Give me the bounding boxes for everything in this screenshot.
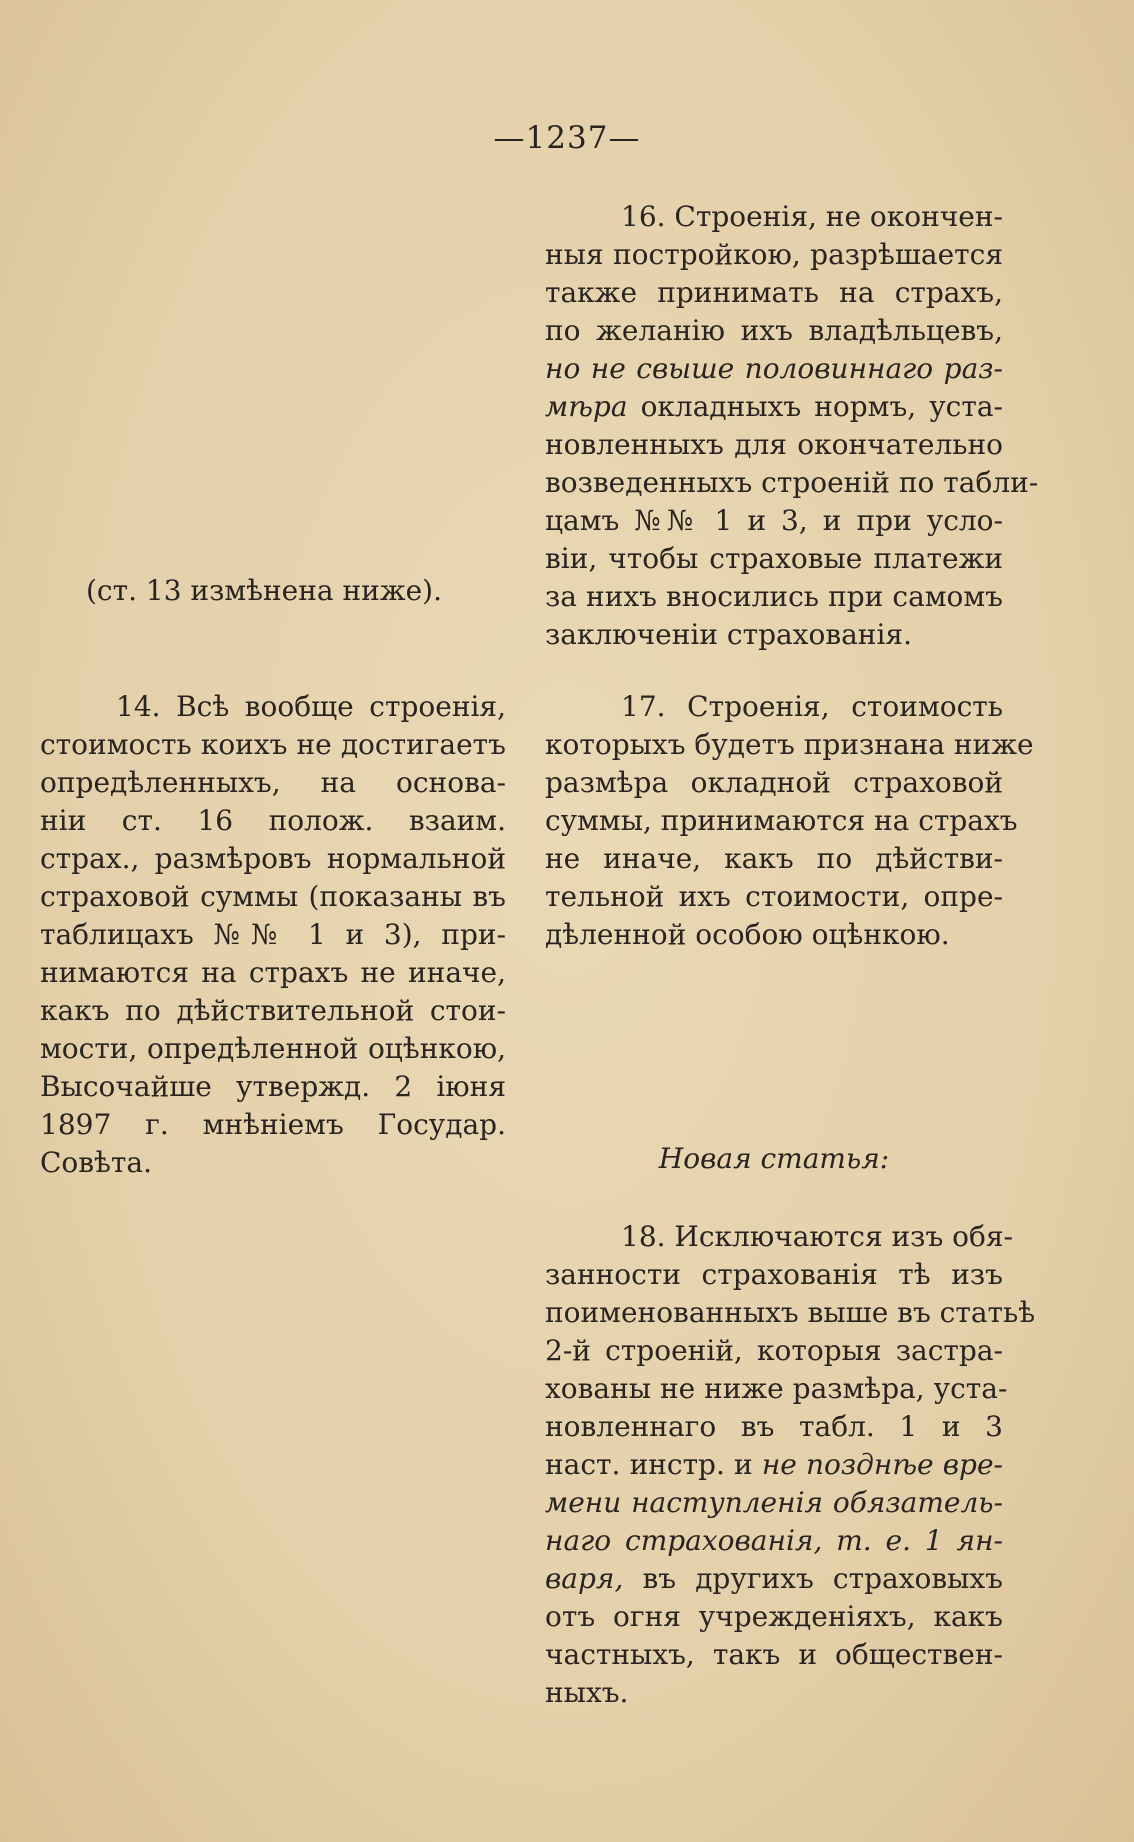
text-line: страх., размѣровъ нормальной bbox=[40, 842, 506, 875]
text-line: отъ огня учрежденіяхъ, какъ bbox=[545, 1600, 1003, 1633]
text-line: новленнаго въ табл. 1 и 3 bbox=[545, 1410, 1003, 1443]
text-line: мости, опредѣленной оцѣнкою, bbox=[40, 1032, 506, 1065]
text-line bbox=[545, 1484, 1003, 1522]
text-line: таблицахъ №№ 1 и 3), при- bbox=[40, 918, 506, 951]
text-line: занности страхованія тѣ изъ bbox=[545, 1258, 1003, 1291]
text-line: поименованныхъ выше въ статьѣ bbox=[545, 1296, 1036, 1329]
text-line: Высочайше утвержд. 2 іюня bbox=[40, 1070, 506, 1103]
text-line: Совѣта. bbox=[40, 1146, 153, 1179]
text-line: опредѣленныхъ, на основа- bbox=[40, 766, 506, 799]
article-18 bbox=[545, 1218, 1036, 1712]
text-line: за нихъ вносились при самомъ bbox=[545, 580, 1003, 613]
text-line: заключеніи страхованія. bbox=[545, 618, 912, 651]
text-line: 2-й строеній, которыя застра- bbox=[545, 1334, 1003, 1367]
text-line: ныя постройкою, разрѣшается bbox=[545, 238, 1003, 271]
text-line: хованы не ниже размѣра, уста- bbox=[545, 1372, 1008, 1405]
text-line: 16. Строенія, не окончен- bbox=[621, 200, 1003, 233]
text-line: возведенныхъ строеній по табли- bbox=[545, 466, 1039, 499]
text-line bbox=[545, 350, 1003, 388]
text-line: которыхъ будетъ признана ниже bbox=[545, 728, 1034, 761]
text-line: дѣленной особою оцѣнкою. bbox=[545, 918, 950, 951]
text-line bbox=[545, 388, 1003, 426]
italic-text: мѣра bbox=[545, 390, 628, 423]
text-line: стоимость коихъ не достигаетъ bbox=[40, 728, 506, 761]
text-line: 14. Всѣ вообще строенія, bbox=[116, 690, 506, 723]
text-line: нимаются на страхъ не иначе, bbox=[40, 956, 506, 989]
text-span: окладныхъ нормъ, уста- bbox=[627, 390, 1003, 423]
text-line: суммы, принимаются на страхъ bbox=[545, 804, 1018, 837]
page-number: —1237— bbox=[493, 120, 641, 156]
article-14 bbox=[40, 688, 506, 1182]
text-line: 1897 г. мнѣніемъ Государ. bbox=[40, 1108, 506, 1141]
article-17 bbox=[545, 688, 1034, 954]
text-line: ніи ст. 16 полож. взаим. bbox=[40, 804, 506, 837]
text-line bbox=[545, 1560, 1003, 1598]
text-line: также принимать на страхъ, bbox=[545, 276, 1003, 309]
italic-text: наго страхованія, т. е. 1 ян- bbox=[545, 1524, 1003, 1557]
text-span: наст. инстр. и bbox=[545, 1448, 762, 1481]
text-line: віи, чтобы страховые платежи bbox=[545, 542, 1003, 575]
text-line: тельной ихъ стоимости, опре- bbox=[545, 880, 1003, 913]
text-line: какъ по дѣйствительной стои- bbox=[40, 994, 506, 1027]
text-line: не иначе, какъ по дѣйстви- bbox=[545, 842, 1003, 875]
new-article-heading bbox=[545, 1140, 1003, 1178]
article-13-note: (ст. 13 измѣнена ниже). bbox=[86, 574, 442, 607]
text-line: ныхъ. bbox=[545, 1676, 629, 1709]
heading-text: Новая статья: bbox=[658, 1142, 890, 1175]
text-line bbox=[545, 1446, 1003, 1484]
text-line: частныхъ, такъ и обществен- bbox=[545, 1638, 1003, 1671]
text-line: 17. Строенія, стоимость bbox=[621, 690, 1003, 723]
italic-text: но не свыше половиннаго раз- bbox=[545, 352, 1003, 385]
italic-text: не позднѣе вре- bbox=[761, 1448, 1003, 1481]
text-line: размѣра окладной страховой bbox=[545, 766, 1003, 799]
italic-text: мени наступленія обязатель- bbox=[545, 1486, 1003, 1519]
text-line: новленныхъ для окончательно bbox=[545, 428, 1003, 461]
text-line bbox=[545, 1522, 1003, 1560]
text-span: въ другихъ страховыхъ bbox=[623, 1562, 1003, 1595]
italic-text: варя, bbox=[545, 1562, 624, 1595]
text-line: цамъ №№ 1 и 3, и при усло- bbox=[545, 504, 1003, 537]
text-line: страховой суммы (показаны въ bbox=[40, 880, 506, 913]
article-16 bbox=[545, 198, 1039, 654]
text-line: 18. Исключаются изъ обя- bbox=[621, 1220, 1013, 1253]
text-line: по желанію ихъ владѣльцевъ, bbox=[545, 314, 1003, 347]
